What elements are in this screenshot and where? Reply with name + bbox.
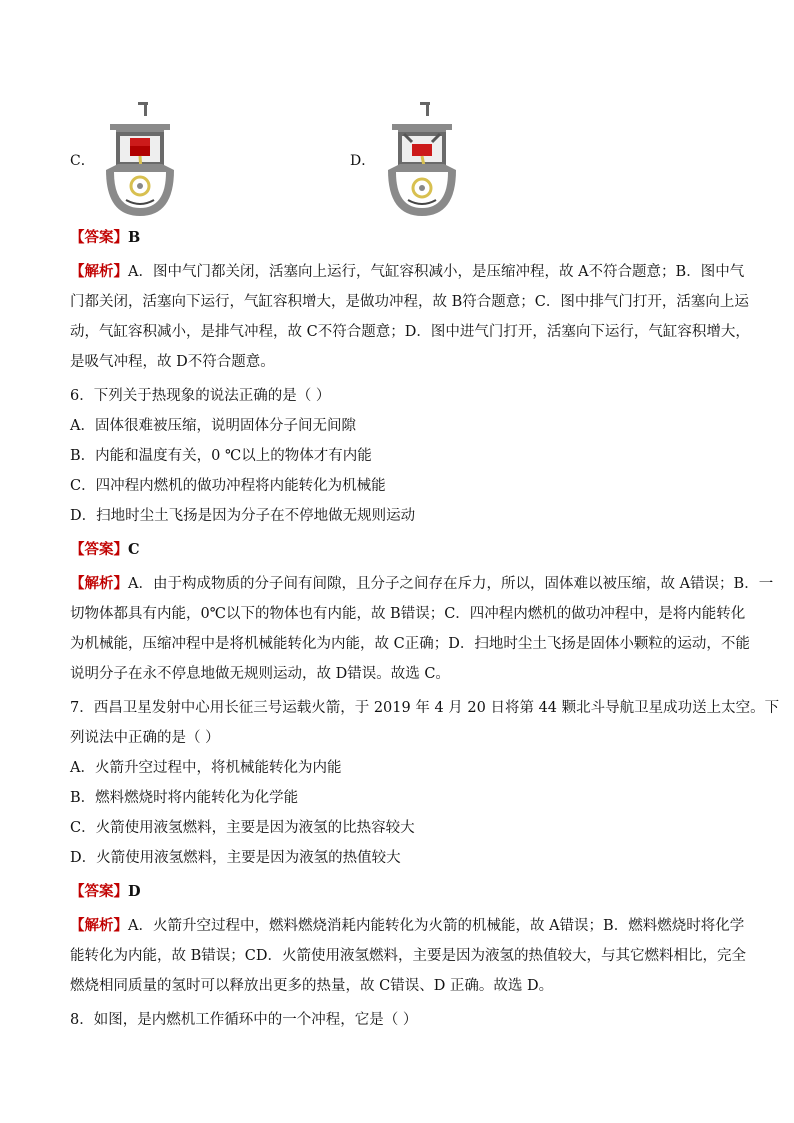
- q6-analysis-line-4: 说明分子在永不停息地做无规则运动，故 D错误。故选 C。: [70, 666, 450, 682]
- answer-tag: 【答案】: [70, 541, 128, 558]
- q7-analysis-line-1: 【解析】A．火箭升空过程中，燃料燃烧消耗内能转化为火箭的机械能，故 A错误；B．燃料燃烧时将化学: [70, 917, 745, 934]
- q6-option-a: A．固体很难被压缩，说明固体分子间无间隙: [70, 418, 356, 434]
- engine-diagram-d: [382, 100, 462, 220]
- answer-value: D: [128, 883, 141, 900]
- q8-stem: 8．如图，是内燃机工作循环中的一个冲程，它是（ ）: [70, 1012, 418, 1028]
- q5-analysis-line-1: 【解析】A．图中气门都关闭，活塞向上运行，气缸容积减小，是压缩冲程，故 A不符合题意；B．图中气: [70, 263, 745, 280]
- q6-analysis-line-3: 为机械能，压缩冲程中是将机械能转化为内能，故 C正确；D．扫地时尘土飞扬是固体小颗粒的运动，不能: [70, 636, 750, 652]
- q5-analysis-line-4: 是吸气冲程，故 D不符合题意。: [70, 354, 275, 370]
- engine-diagram-c: [100, 100, 180, 220]
- q7-stem-line-1: 7．西昌卫星发射中心用长征三号运载火箭，于 2019 年 4 月 20 日将第 44 颗北斗导航卫星成功送上太空。下: [70, 700, 780, 716]
- q7-analysis-line-2: 能转化为内能，故 B错误；CD．火箭使用液氢燃料，主要是因为液氢的热值较大，与其它燃料相比，完全: [70, 948, 746, 964]
- option-d-label: D．: [350, 153, 376, 169]
- q6-option-b: B．内能和温度有关，0 ℃以上的物体才有内能: [70, 448, 372, 464]
- q7-option-b: B．燃料燃烧时将内能转化为化学能: [70, 790, 299, 806]
- q7-answer: [70, 882, 730, 902]
- q7-option-d: D．火箭使用液氢燃料，主要是因为液氢的热值较大: [70, 850, 401, 866]
- answer-value: B: [128, 229, 141, 246]
- answer-tag: 【答案】: [70, 229, 128, 246]
- analysis-tag: 【解析】: [70, 575, 128, 592]
- q6-option-c: C．四冲程内燃机的做功冲程将内能转化为机械能: [70, 478, 386, 494]
- answer-tag: 【答案】: [70, 883, 128, 900]
- q7-option-c: C．火箭使用液氢燃料，主要是因为液氢的比热容较大: [70, 820, 415, 836]
- q6-answer: [70, 540, 730, 560]
- q7-option-a: A．火箭升空过程中，将机械能转化为内能: [70, 760, 342, 776]
- q6-analysis-line-1: 【解析】A．由于构成物质的分子间有间隙，且分子之间存在斥力，所以，固体难以被压缩，故 A错误；B．一: [70, 575, 774, 592]
- q6-analysis-line-2: 切物体都具有内能，0℃以下的物体也有内能，故 B错误；C．四冲程内燃机的做功冲程中，是将内能转化: [70, 606, 746, 622]
- q5-analysis-line-2: 门都关闭，活塞向下运行，气缸容积增大，是做功冲程，故 B符合题意；C．图中排气门打开，活塞向上运: [70, 294, 749, 310]
- q7-stem-line-2: 列说法中正确的是（ ）: [70, 730, 220, 746]
- q6-stem: 6．下列关于热现象的说法正确的是（ ）: [70, 388, 331, 404]
- option-c-label: C．: [70, 153, 95, 169]
- analysis-tag: 【解析】: [70, 917, 128, 934]
- answer-value: C: [128, 541, 140, 558]
- q5-answer: [70, 228, 730, 248]
- analysis-tag: 【解析】: [70, 263, 128, 280]
- q5-analysis-line-3: 动，气缸容积减小，是排气冲程，故 C不符合题意；D．图中进气门打开，活塞向下运行，气缸容积增大，: [70, 324, 750, 340]
- q7-analysis-line-3: 燃烧相同质量的氢时可以释放出更多的热量，故 C错误、D 正确。故选 D。: [70, 978, 554, 994]
- q6-option-d: D．扫地时尘土飞扬是因为分子在不停地做无规则运动: [70, 508, 416, 524]
